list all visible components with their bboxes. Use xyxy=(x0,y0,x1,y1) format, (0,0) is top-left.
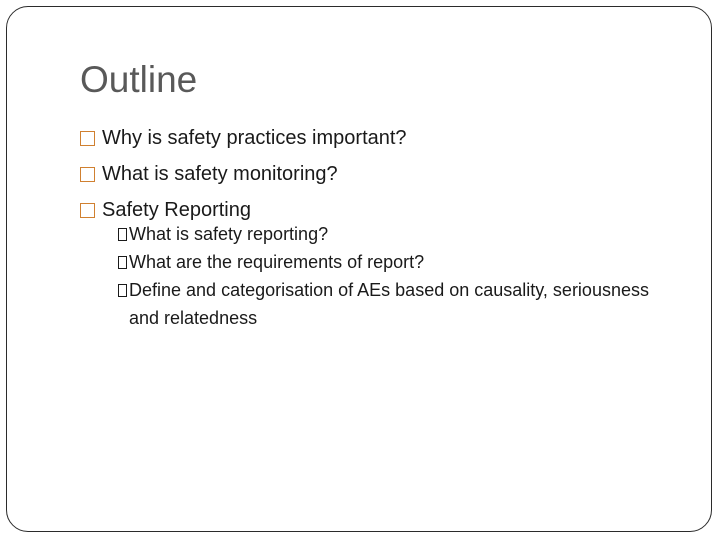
square-bullet-icon xyxy=(80,167,95,182)
square-bullet-icon xyxy=(80,131,95,146)
bullet-item xyxy=(80,120,407,156)
glyph-bullet-icon xyxy=(118,228,127,241)
bullet-text: What is safety monitoring? xyxy=(102,162,338,185)
slide-title: Outline xyxy=(80,59,198,100)
bullet-text: Safety Reporting xyxy=(102,198,251,221)
glyph-bullet-icon xyxy=(118,284,127,297)
glyph-bullet-icon xyxy=(118,256,127,269)
square-bullet-icon xyxy=(80,203,95,218)
sub-bullet-item xyxy=(118,220,678,248)
sub-bullet-list xyxy=(118,220,678,332)
sub-bullet-text: What is safety reporting? xyxy=(129,224,329,244)
bullet-list xyxy=(80,120,407,228)
sub-bullet-text: Define and categorisation of AEs based on causality, seriousness and relatedness xyxy=(129,280,649,328)
bullet-item xyxy=(80,156,407,192)
sub-bullet-item xyxy=(118,248,678,276)
sub-bullet-text: What are the requirements of report? xyxy=(129,252,425,272)
sub-bullet-item xyxy=(118,276,678,332)
bullet-text: Why is safety practices important? xyxy=(102,126,407,149)
